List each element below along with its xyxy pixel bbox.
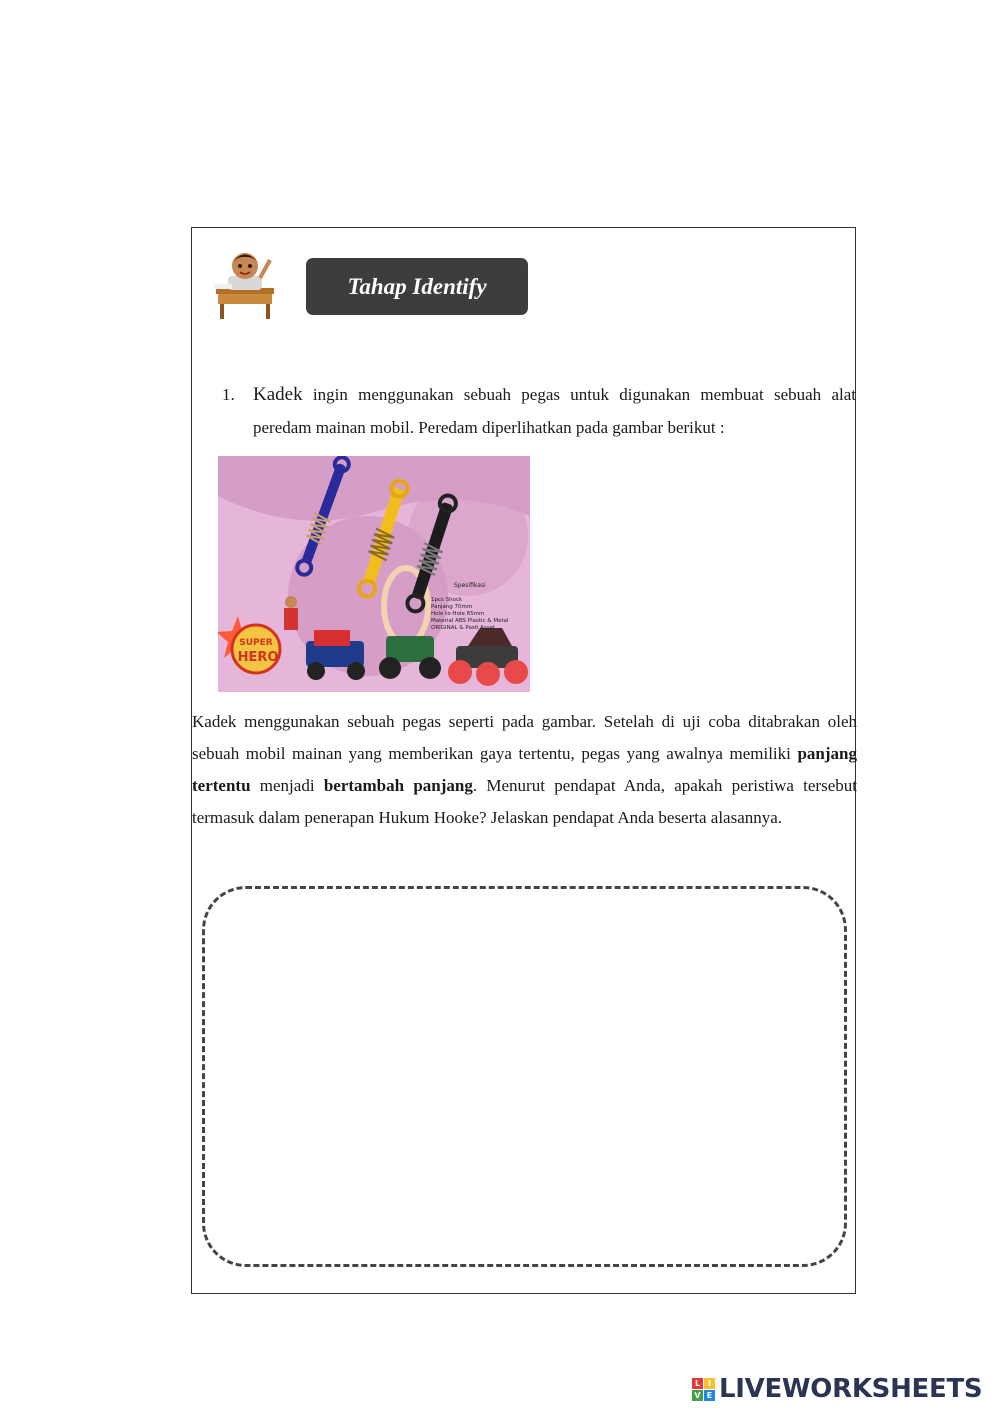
spec-item: 1pcs Shock bbox=[431, 597, 463, 603]
paragraph-text: menjadi bbox=[250, 776, 324, 795]
paragraph-text: . Menurut pendapat Anda, apakah peristiwa tersebut termasuk dalam penerapan Hukum Hooke? Jelaskan pendapat Anda beserta alasannya. bbox=[192, 776, 857, 827]
logo-letter: L bbox=[692, 1378, 703, 1389]
stage-title-banner: Tahap Identify bbox=[306, 258, 528, 315]
problem-paragraph bbox=[192, 706, 857, 834]
brand-name: LIVEWORKSHEETS bbox=[719, 1374, 983, 1404]
liveworksheets-logo bbox=[692, 1373, 982, 1405]
spec-item: Hole to Hole 65mm bbox=[431, 611, 485, 617]
emphasis-initial-length: panjang tertentu bbox=[192, 744, 857, 795]
logo-letter: I bbox=[704, 1378, 715, 1389]
question-text bbox=[253, 378, 856, 444]
spec-item: ORIGINAL & Pasti Asset bbox=[431, 625, 496, 631]
question-lead-word: Kadek bbox=[253, 384, 303, 405]
logo-grid-icon bbox=[692, 1378, 715, 1401]
shock-absorber-illustration bbox=[218, 456, 530, 692]
question-item bbox=[222, 378, 856, 444]
student-at-desk-icon bbox=[212, 248, 278, 320]
spec-title: Spesifikasi bbox=[454, 582, 486, 589]
badge-word-super: SUPER bbox=[239, 638, 273, 648]
answer-box[interactable] bbox=[202, 886, 847, 1267]
question-number: 1. bbox=[222, 385, 235, 404]
question-body: ingin menggunakan sebuah pegas untuk digunakan membuat sebuah alat peredam mainan mobil. Peredam diperlihatkan pada gambar berikut : bbox=[253, 385, 856, 437]
spec-item: Panjang 70mm bbox=[431, 604, 473, 610]
paragraph-text: Kadek menggunakan sebuah pegas seperti pada gambar. Setelah di uji coba ditabrakan oleh sebuah mobil mainan yang memberikan gaya tertentu, pegas yang awalnya memiliki bbox=[192, 712, 857, 763]
logo-letter: V bbox=[692, 1390, 703, 1401]
badge-word-hero: HERO bbox=[237, 650, 279, 665]
emphasis-increased-length: bertambah panjang bbox=[323, 776, 473, 795]
spec-item: Material ABS Plastic & Metal bbox=[431, 618, 509, 624]
logo-letter: E bbox=[704, 1390, 715, 1401]
worksheet-frame bbox=[191, 227, 856, 1294]
shock-absorber-photo bbox=[218, 456, 530, 692]
